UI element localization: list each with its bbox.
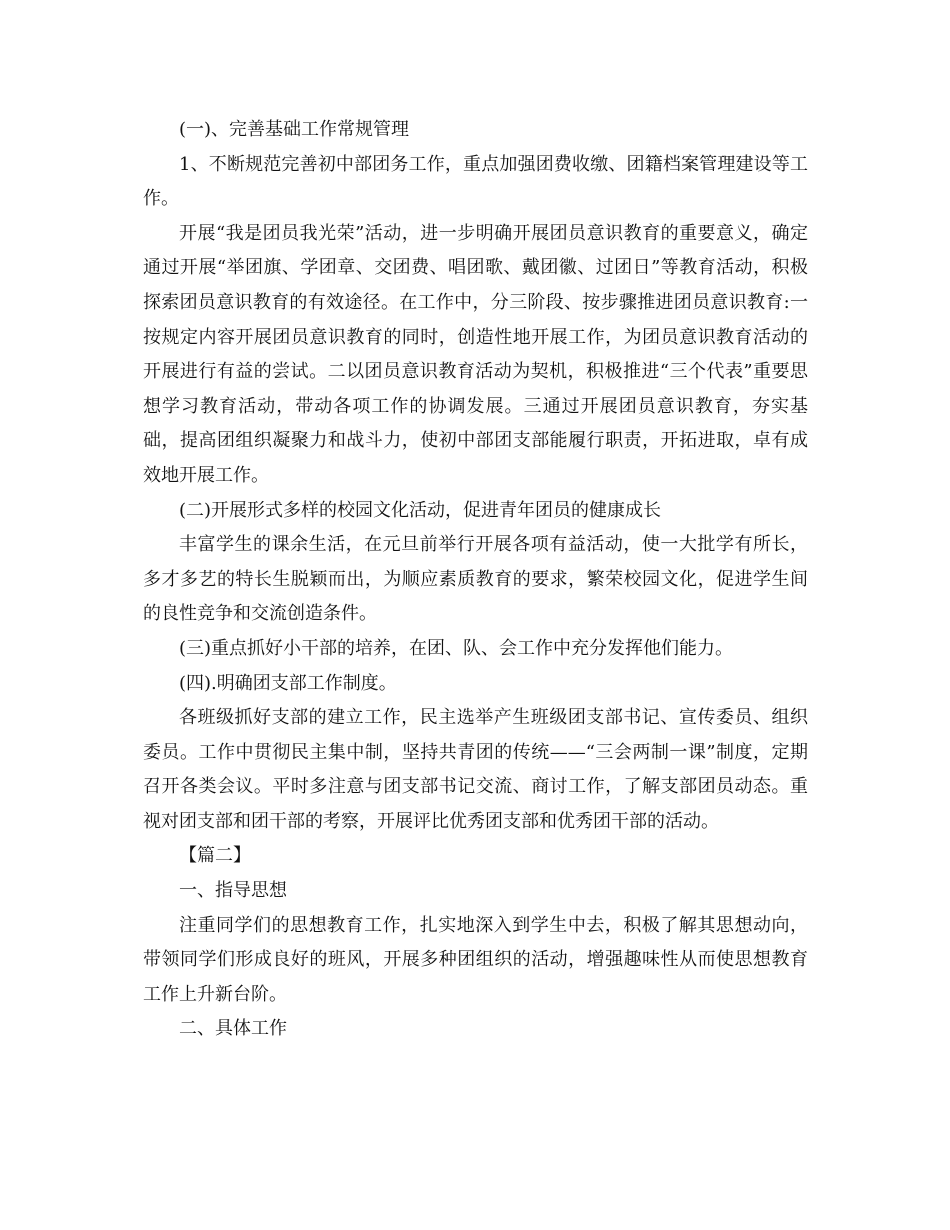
body-paragraph: 1、不断规范完善初中部团务工作，重点加强团费收缴、团籍档案管理建设等工作。 [143,153,808,210]
body-paragraph: 开展“我是团员我光荣”活动，进一步明确开展团员意识教育的重要意义，确定通过开展“举团旗、学团章、交团费、唱团歌、戴团徽、过团日”等教育活动，积极探索团员意识教育的有效途径。在工作中，分三阶段、按步骤推进团员意识教育:一按规定内容开展团员意识教育的同时，创造性地开展工作，为团员意识教育活动的开展进行有益的尝试。二以团员意识教育活动为契机，积极推进“三个代表”重要思想学习教育活动，带动各项工作的协调发展。三通过开展团员意识教育，夯实基础，提高团组织凝聚力和战斗力，使初中部团支部能履行职责，开拓进取，卓有成效地开展工作。 [143,222,808,486]
section-heading: (三)重点抓好小干部的培养，在团、队、会工作中充分发挥他们能力。 [179,637,734,659]
section-heading: (一)、完善基础工作常规管理 [179,119,410,140]
section-heading: (二)开展形式多样的校园文化活动，促进青年团员的健康成长 [179,499,662,521]
section-heading: 一、指导思想 [179,880,287,902]
body-paragraph: 丰富学生的课余生活，在元旦前举行开展各项有益活动，使一大批学有所长，多才多艺的特长生脱颖而出，为顺应素质教育的要求，繁荣校园文化，促进学生间的良性竞争和交流创造条件。 [143,534,808,625]
document-body [143,113,808,1047]
body-paragraph: 注重同学们的思想教育工作，扎实地深入到学生中去，积极了解其思想动向，带领同学们形成良好的班风，开展多种团组织的活动，增强趣味性从而使思想教育工作上升新台阶。 [143,914,808,1005]
section-heading: (四).明确团支部工作制度。 [179,672,397,694]
part-heading: 【篇二】 [179,845,251,867]
section-heading: 二、具体工作 [179,1018,287,1040]
body-paragraph: 各班级抓好支部的建立工作，民主选举产生班级团支部书记、宣传委员、组织委员。工作中贯彻民主集中制，坚持共青团的传统——“三会两制一课”制度，定期召开各类会议。平时多注意与团支部书记交流、商讨工作，了解支部团员动态。重视对团支部和团干部的考察，开展评比优秀团支部和优秀团干部的活动。 [143,707,808,832]
